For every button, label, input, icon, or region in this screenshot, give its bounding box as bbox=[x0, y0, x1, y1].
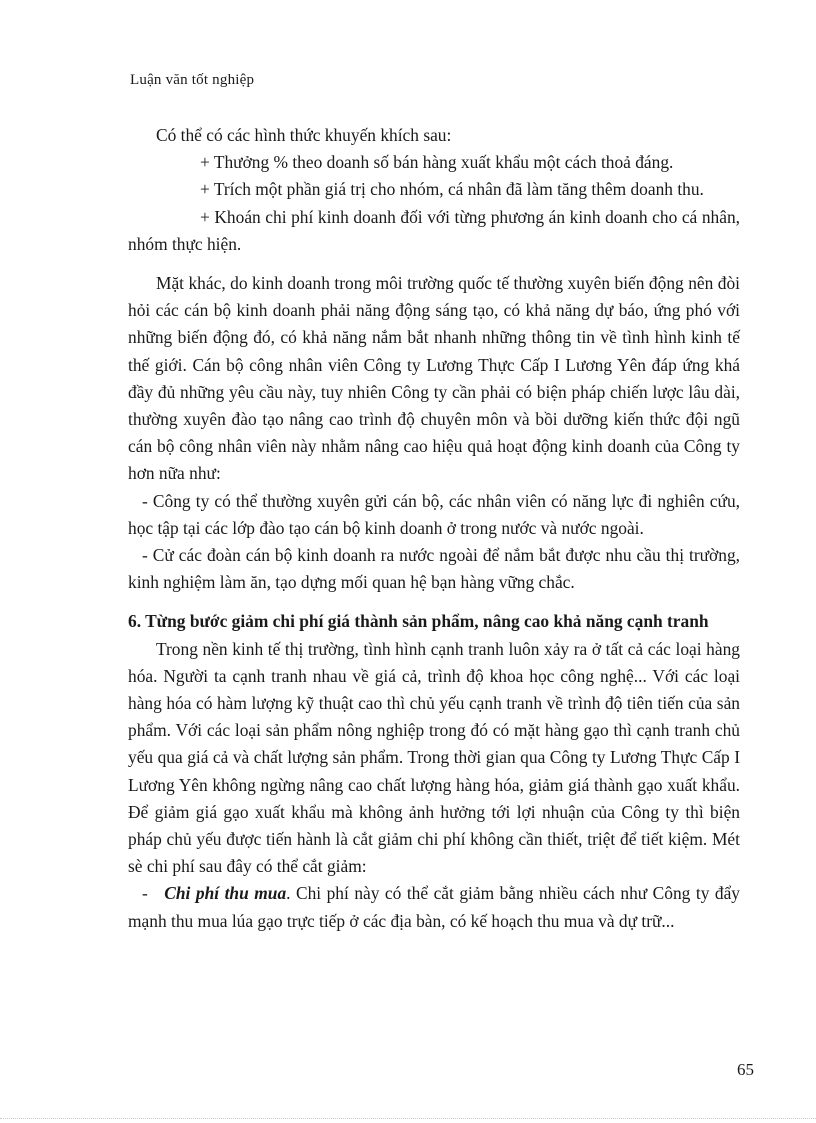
bottom-divider bbox=[0, 1118, 816, 1119]
list-item-value-share: + Trích một phần giá trị cho nhóm, cá nhân đã làm tăng thêm doanh thu. bbox=[200, 179, 704, 200]
paragraph-incentives-intro: Có thể có các hình thức khuyến khích sau: bbox=[156, 125, 452, 145]
list-item-cost-contract: + Khoán chi phí kinh doanh đối với từng phương án kinh doanh cho cá nhân, nhóm thực hiện. bbox=[128, 206, 740, 254]
list-item-purchase-cost bbox=[128, 880, 740, 934]
section-heading-6: 6. Từng bước giảm chi phí giá thành sản phẩm, nâng cao khả năng cạnh tranh bbox=[128, 611, 709, 632]
list-item-bonus: + Thưởng % theo doanh số bán hàng xuất khẩu một cách thoả đáng. bbox=[200, 152, 674, 173]
paragraph-training-need: Mặt khác, do kinh doanh trong môi trường quốc tế thường xuyên biến động nên đòi hỏi các cán bộ kinh doanh phải năng động sáng tạo, có khả năng dự báo, ứng phó với những biến động đó, có khả năng nắm bắt nhanh những thông tin về tình hình kinh tế thế giới. Cán bộ công nhân viên Công ty Lương Thực Cấp I Lương Yên đáp ứng khá đầy đủ những yêu cầu này, tuy nhiên Công ty cần phải có biện pháp chiến lược lâu dài, thường xuyên đào tạo nâng cao trình độ chuyên môn và bồi dưỡng kiến thức đội ngũ cán bộ công nhân viên này nhằm nâng cao hiệu quả hoạt động kinh doanh của Công ty hơn nữa như: bbox=[128, 273, 740, 484]
paragraph-competition: Trong nền kinh tế thị trường, tình hình cạnh tranh luôn xảy ra ở tất cả các loại hàng hóa. Người ta cạnh tranh nhau về giá cả, trình độ khoa học công nghệ... Với các loại hàng hóa có hàm lượng kỹ thuật cao thì chủ yếu cạnh tranh về trình độ tiên tiến của sản phẩm. Với các loại sản phẩm nông nghiệp trong đó có mặt hàng gạo thì cạnh tranh chủ yếu qua giá cả và chất lượng sản phẩm. Trong thời gian qua Công ty Lương Thực Cấp I Lương Yên không ngừng nâng cao chất lượng hàng hóa, giảm giá thành gạo xuất khẩu. Để giảm giá gạo xuất khẩu mà không ảnh hưởng tới lợi nhuận của Công ty thì biện pháp chủ yếu được tiến hành là cắt giảm chi phí không cần thiết, triệt để tiết kiệm. Mét sè chi phí sau đây có thể cắt giảm: bbox=[128, 638, 740, 877]
item-dash: - bbox=[142, 883, 148, 904]
paragraph-gap bbox=[128, 258, 740, 270]
running-header: Luận văn tốt nghiệp bbox=[130, 72, 255, 88]
item-term: Chi phí thu mua bbox=[164, 883, 287, 904]
page-body bbox=[128, 122, 740, 935]
page-number: 65 bbox=[737, 1060, 754, 1079]
paragraph-gap bbox=[128, 596, 740, 608]
list-item-delegations: - Cử các đoàn cán bộ kinh doanh ra nước ngoài để nắm bắt được nhu cầu thị trường, kinh nghiệm làm ăn, tạo dựng mối quan hệ bạn hàng vững chắc. bbox=[128, 545, 740, 593]
list-item-send-staff: - Công ty có thể thường xuyên gửi cán bộ, các nhân viên có năng lực đi nghiên cứu, học tập tại các lớp đào tạo cán bộ kinh doanh ở trong nước và nước ngoài. bbox=[128, 490, 740, 538]
item-text: . Chi phí này có thể cắt giảm bằng nhiều cách như Công ty đẩy mạnh thu mua lúa gạo trực tiếp ở các địa bàn, có kế hoạch thu mua và dự trữ... bbox=[128, 883, 740, 931]
